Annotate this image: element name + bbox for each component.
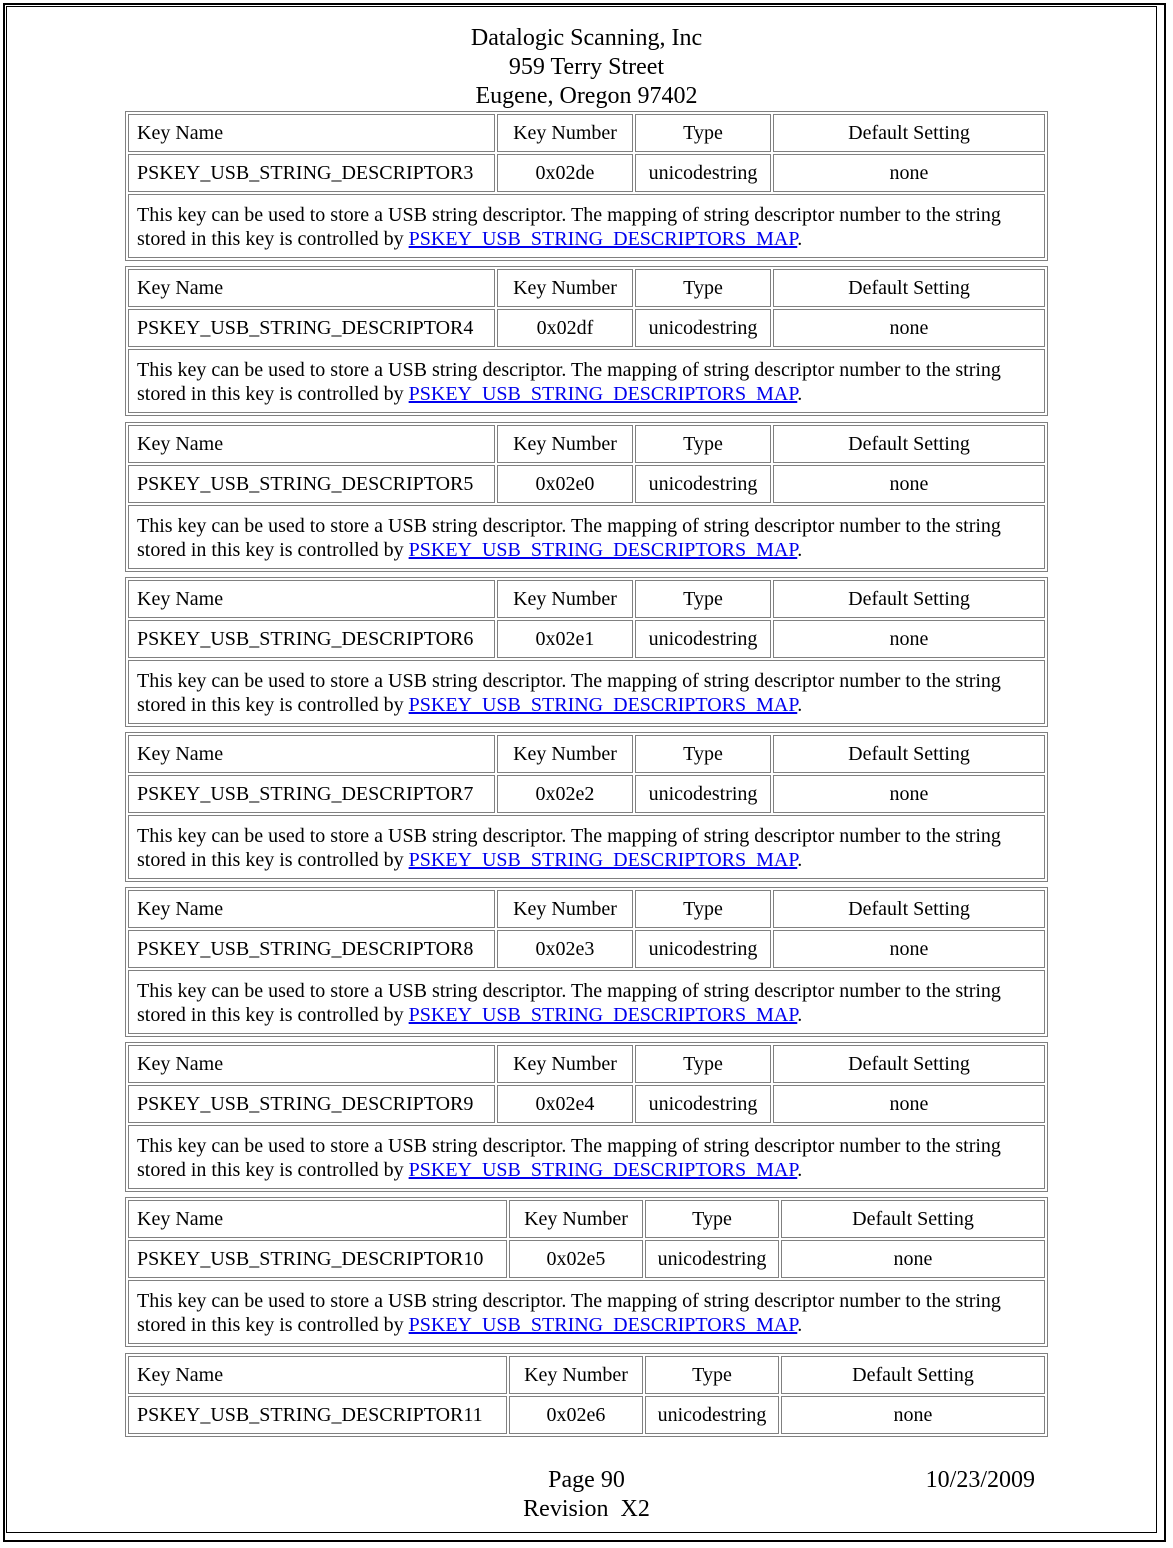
description-end: . — [797, 1004, 803, 1026]
key-name-header: Key Name — [128, 580, 495, 618]
key-description — [128, 660, 1045, 724]
column-header-row — [128, 425, 1045, 463]
type-header: Type — [635, 269, 771, 307]
key-number-header: Key Number — [497, 1045, 633, 1083]
type-header: Type — [635, 580, 771, 618]
default-setting: none — [773, 620, 1045, 658]
key-number: 0x02e6 — [509, 1396, 643, 1434]
descriptors-map-link[interactable]: PSKEY_USB_STRING_DESCRIPTORS_MAP — [408, 849, 798, 871]
default-setting: none — [773, 465, 1045, 503]
description-text: This key can be used to store a USB string descriptor. The mapping of string descriptor number to the string stored in this key is controlled by — [137, 1290, 1001, 1336]
description-text: This key can be used to store a USB string descriptor. The mapping of string descriptor number to the string stored in this key is controlled by — [137, 359, 1001, 405]
descriptors-map-link[interactable]: PSKEY_USB_STRING_DESCRIPTORS_MAP — [408, 539, 798, 561]
key-number: 0x02e4 — [497, 1085, 633, 1123]
company-street: 959 Terry Street — [508, 54, 665, 80]
description-text: This key can be used to store a USB string descriptor. The mapping of string descriptor number to the string stored in this key is controlled by — [137, 670, 1001, 716]
default-setting: none — [773, 1085, 1045, 1123]
description-row — [128, 660, 1045, 724]
column-header-row — [128, 1200, 1045, 1238]
key-number: 0x02e3 — [497, 930, 633, 968]
type-header: Type — [635, 1045, 771, 1083]
default-setting: none — [773, 309, 1045, 347]
key-row — [128, 1396, 1045, 1434]
key-name-header: Key Name — [128, 114, 495, 152]
key-name-header: Key Name — [128, 1045, 495, 1083]
key-name-header: Key Name — [128, 1356, 507, 1394]
key-row — [128, 154, 1045, 192]
type-header: Type — [635, 114, 771, 152]
default-setting-header: Default Setting — [781, 1356, 1045, 1394]
key-name: PSKEY_USB_STRING_DESCRIPTOR3 — [128, 154, 495, 192]
key-number-header: Key Number — [509, 1200, 643, 1238]
key-block — [125, 422, 1048, 572]
default-setting-header: Default Setting — [773, 735, 1045, 773]
key-number: 0x02e0 — [497, 465, 633, 503]
key-name-header: Key Name — [128, 735, 495, 773]
key-block — [125, 266, 1048, 416]
description-end: . — [797, 849, 803, 871]
key-description — [128, 505, 1045, 569]
type-header: Type — [635, 890, 771, 928]
page-header — [0, 24, 1173, 111]
descriptors-map-link[interactable]: PSKEY_USB_STRING_DESCRIPTORS_MAP — [408, 694, 798, 716]
key-number-header: Key Number — [497, 425, 633, 463]
key-number-header: Key Number — [497, 269, 633, 307]
key-number-header: Key Number — [497, 735, 633, 773]
column-header-row — [128, 580, 1045, 618]
key-name: PSKEY_USB_STRING_DESCRIPTOR10 — [128, 1240, 507, 1278]
key-block — [125, 1197, 1048, 1347]
default-setting: none — [781, 1396, 1045, 1434]
default-setting-header: Default Setting — [773, 114, 1045, 152]
column-header-row — [128, 269, 1045, 307]
key-type: unicodestring — [635, 154, 771, 192]
key-name: PSKEY_USB_STRING_DESCRIPTOR7 — [128, 775, 495, 813]
default-setting: none — [773, 775, 1045, 813]
key-block — [125, 1042, 1048, 1192]
description-row — [128, 349, 1045, 413]
key-number: 0x02e5 — [509, 1240, 643, 1278]
key-row — [128, 309, 1045, 347]
column-header-row — [128, 114, 1045, 152]
key-type: unicodestring — [635, 465, 771, 503]
description-row — [128, 970, 1045, 1034]
footer-date: 10/23/2009 — [925, 1467, 1035, 1493]
key-row — [128, 930, 1045, 968]
description-row — [128, 815, 1045, 879]
column-header-row — [128, 1045, 1045, 1083]
key-block — [125, 732, 1048, 882]
key-description — [128, 815, 1045, 879]
key-number-header: Key Number — [509, 1356, 643, 1394]
key-number-header: Key Number — [497, 580, 633, 618]
description-text: This key can be used to store a USB string descriptor. The mapping of string descriptor number to the string stored in this key is controlled by — [137, 1135, 1001, 1181]
default-setting-header: Default Setting — [781, 1200, 1045, 1238]
key-row — [128, 465, 1045, 503]
key-number: 0x02de — [497, 154, 633, 192]
company-name: Datalogic Scanning, Inc — [470, 25, 703, 51]
description-text: This key can be used to store a USB string descriptor. The mapping of string descriptor number to the string stored in this key is controlled by — [137, 515, 1001, 561]
default-setting-header: Default Setting — [773, 890, 1045, 928]
description-row — [128, 1125, 1045, 1189]
descriptors-map-link[interactable]: PSKEY_USB_STRING_DESCRIPTORS_MAP — [408, 228, 798, 250]
key-type: unicodestring — [635, 309, 771, 347]
key-description — [128, 349, 1045, 413]
column-header-row — [128, 1356, 1045, 1394]
key-description — [128, 1125, 1045, 1189]
key-type: unicodestring — [635, 1085, 771, 1123]
key-number: 0x02df — [497, 309, 633, 347]
key-type: unicodestring — [645, 1396, 779, 1434]
description-end: . — [797, 1159, 803, 1181]
default-setting: none — [773, 930, 1045, 968]
key-block — [125, 887, 1048, 1037]
default-setting: none — [781, 1240, 1045, 1278]
type-header: Type — [645, 1200, 779, 1238]
key-row — [128, 1085, 1045, 1123]
key-name: PSKEY_USB_STRING_DESCRIPTOR11 — [128, 1396, 507, 1434]
descriptors-map-link[interactable]: PSKEY_USB_STRING_DESCRIPTORS_MAP — [408, 1314, 798, 1336]
key-block — [125, 577, 1048, 727]
key-name-header: Key Name — [128, 1200, 507, 1238]
key-block — [125, 111, 1048, 261]
column-header-row — [128, 735, 1045, 773]
description-end: . — [797, 228, 803, 250]
key-type: unicodestring — [635, 930, 771, 968]
key-type: unicodestring — [635, 620, 771, 658]
key-name: PSKEY_USB_STRING_DESCRIPTOR6 — [128, 620, 495, 658]
default-setting: none — [773, 154, 1045, 192]
company-city: Eugene, Oregon 97402 — [475, 83, 698, 109]
key-description — [128, 1280, 1045, 1344]
type-header: Type — [635, 735, 771, 773]
key-row — [128, 620, 1045, 658]
key-description — [128, 970, 1045, 1034]
key-number: 0x02e2 — [497, 775, 633, 813]
description-text: This key can be used to store a USB string descriptor. The mapping of string descriptor number to the string stored in this key is controlled by — [137, 204, 1001, 250]
description-end: . — [797, 383, 803, 405]
description-row — [128, 1280, 1045, 1344]
key-name-header: Key Name — [128, 425, 495, 463]
key-name: PSKEY_USB_STRING_DESCRIPTOR9 — [128, 1085, 495, 1123]
descriptors-map-link[interactable]: PSKEY_USB_STRING_DESCRIPTORS_MAP — [408, 383, 798, 405]
type-header: Type — [635, 425, 771, 463]
description-end: . — [797, 539, 803, 561]
default-setting-header: Default Setting — [773, 1045, 1045, 1083]
key-row — [128, 1240, 1045, 1278]
key-type: unicodestring — [645, 1240, 779, 1278]
key-block — [125, 1353, 1048, 1437]
revision-label: Revision X2 — [523, 1496, 650, 1522]
key-description — [128, 194, 1045, 258]
default-setting-header: Default Setting — [773, 580, 1045, 618]
default-setting-header: Default Setting — [773, 425, 1045, 463]
description-text: This key can be used to store a USB string descriptor. The mapping of string descriptor number to the string stored in this key is controlled by — [137, 980, 1001, 1026]
description-row — [128, 505, 1045, 569]
key-number: 0x02e1 — [497, 620, 633, 658]
description-end: . — [797, 694, 803, 716]
key-number-header: Key Number — [497, 890, 633, 928]
descriptors-map-link[interactable]: PSKEY_USB_STRING_DESCRIPTORS_MAP — [408, 1159, 798, 1181]
description-text: This key can be used to store a USB string descriptor. The mapping of string descriptor number to the string stored in this key is controlled by — [137, 825, 1001, 871]
key-name: PSKEY_USB_STRING_DESCRIPTOR4 — [128, 309, 495, 347]
key-name: PSKEY_USB_STRING_DESCRIPTOR8 — [128, 930, 495, 968]
key-row — [128, 775, 1045, 813]
key-number-header: Key Number — [497, 114, 633, 152]
descriptors-map-link[interactable]: PSKEY_USB_STRING_DESCRIPTORS_MAP — [408, 1004, 798, 1026]
description-end: . — [797, 1314, 803, 1336]
column-header-row — [128, 890, 1045, 928]
key-name: PSKEY_USB_STRING_DESCRIPTOR5 — [128, 465, 495, 503]
key-type: unicodestring — [635, 775, 771, 813]
page-number: Page 90 — [548, 1467, 625, 1493]
default-setting-header: Default Setting — [773, 269, 1045, 307]
type-header: Type — [645, 1356, 779, 1394]
description-row — [128, 194, 1045, 258]
key-name-header: Key Name — [128, 890, 495, 928]
key-name-header: Key Name — [128, 269, 495, 307]
